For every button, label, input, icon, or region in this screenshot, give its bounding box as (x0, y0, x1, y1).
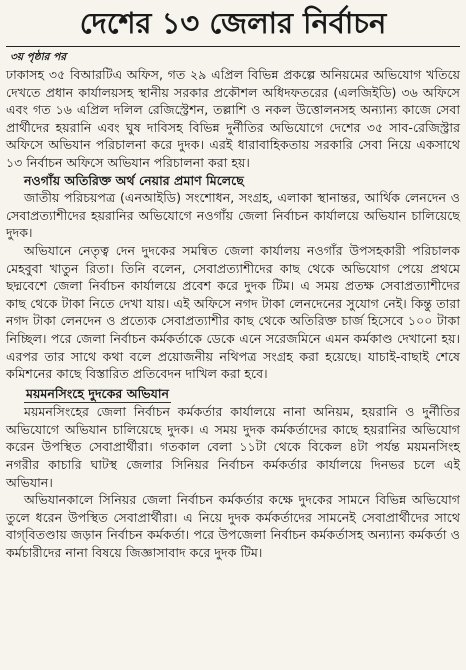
body-paragraph: জাতীয় পরিচয়পত্র (এনআইডি) সংশোধন, সংগ্রহ, এলাকা স্থানান্তর, আর্থিক লেনদেন ও সেবাপ্রত্যাশীদের হয়রানির অভিযোগে নওগাঁয় জেলা নির্বাচন কার্যালয়ে অভিযান চালিয়েছে দুদক। (6, 190, 460, 241)
headline: দেশের ১৩ জেলার নির্বাচন (6, 0, 460, 47)
body-paragraph: ময়মনসিংহের জেলা নির্বাচন কর্মকর্তার কার্যালয়ে নানা অনিয়ম, হয়রানি ও দুর্নীতির অভিযোগে অভিযান চালিয়েছে দুদক। এ সময় দুদক কর্মকর্তাদের কাছে হয়রানির অভিযোগ করেন উপস্থিত সেবাপ্রার্থীরা। গতকাল বেলা ১১টা থেকে বিকেল ৪টা পর্যন্ত ময়মনসিংহ নগরীর কাচারি ঘাটস্থ জেলার সিনিয়র নির্বাচন কর্মকর্তার কার্যালয়ে দিনভর চলে এই অভিযান। (6, 404, 460, 490)
continuation-note: ৩য় পৃষ্ঠার পর (10, 51, 67, 63)
body-paragraph: ঢাকাসহ ৩৫ বিআরটিএ অফিস, গত ২৯ এপ্রিল বিভিন্ন প্রকল্পে অনিয়মের অভিযোগ খতিয়ে দেখতে প্রধান কার্যালয়সহ স্থানীয় সরকার প্রকৌশল অধিদফতরের (এলজিইডি) ৩৬ অফিসে এবং গত ১৬ এপ্রিল দলিল রেজিস্ট্রেশন, তল্লাশি ও নকল উত্তোলনসহ অন্যান্য কাজে সেবা প্রার্থীদের হয়রানি এবং ঘুষ দাবিসহ বিভিন্ন দুর্নীতির অভিযোগে দেশের ৩৫ সাব-রেজিস্ট্রার অফিসে অভিযান পরিচালনা করে দুদক। এরই ধারাবাহিকতায় সরকারি সেবা নিয়ে একসাথে ১৩ নির্বাচন অফিসে অভিযান পরিচালনা করা হয়। (6, 67, 460, 170)
body-paragraph: অভিযানকালে সিনিয়র জেলা নির্বাচন কর্মকর্তার কক্ষে দুদকের সামনে বিভিন্ন অভিযোগ তুলে ধরেন উপস্থিত সেবাপ্রার্থীরা। এ নিয়ে দুদক কর্মকর্তাদের সামনেই সেবাপ্রার্থীদের সাথে বাগ্‌বিতণ্ডায় জড়ান নির্বাচন কর্মকর্তা। পরে উপজেলা নির্বাচন কর্মকর্তাসহ অন্যান্য কর্মকর্তা ও কর্মচারীদের নানা বিষয়ে জিজ্ঞাসাবাদ করে দুদক টিম। (6, 492, 460, 561)
subheading-naogaon: নওগাঁয় অতিরিক্ত অর্থ নেয়ার প্রমাণ মিলেছে (24, 172, 244, 188)
subheading-mymensingh: ময়মনসিংহে দুদকের অভিযান (24, 385, 171, 404)
body-paragraph: অভিযানে নেতৃত্ব দেন দুদকের সমন্বিত জেলা কার্যালয় নওগাঁর উপসহকারী পরিচালক মেহবুবা খাতুন রিতা। তিনি বলেন, সেবাপ্রত্যাশীদের কাছ থেকে অভিযোগ পেয়ে প্রথমে ছদ্মবেশে জেলা নির্বাচন কার্যালয়ে প্রবেশ করে দুদক টিম। এ সময় প্রতক্ষ সেবাপ্রত্যাশীদের কাছ থেকে টাকা নিতে দেখা যায়। এই অফিসে নগদ টাকা লেনদেনের সুযোগ নেই। কিন্তু তারা নগদ টাকা লেনদেন ও প্রত্যেক সেবাপ্রত্যাশীর কাছ থেকে অতিরিক্ত চার্জ হিসেবে ১০০ টাকা নিচ্ছিল। পরে জেলা নির্বাচন কর্মকর্তাকে ডেকে এনে সরেজমিনে এমন কর্মকাণ্ড দেখানো হয়। এরপর তার সাথে কথা বলে প্রয়োজনীয় নথিপত্র সংগ্রহ করা হয়েছে। যাচাই-বাছাই শেষে কমিশনের কাছে বিস্তারিত প্রতিবেদন দাখিল করা হবে। (6, 242, 460, 382)
